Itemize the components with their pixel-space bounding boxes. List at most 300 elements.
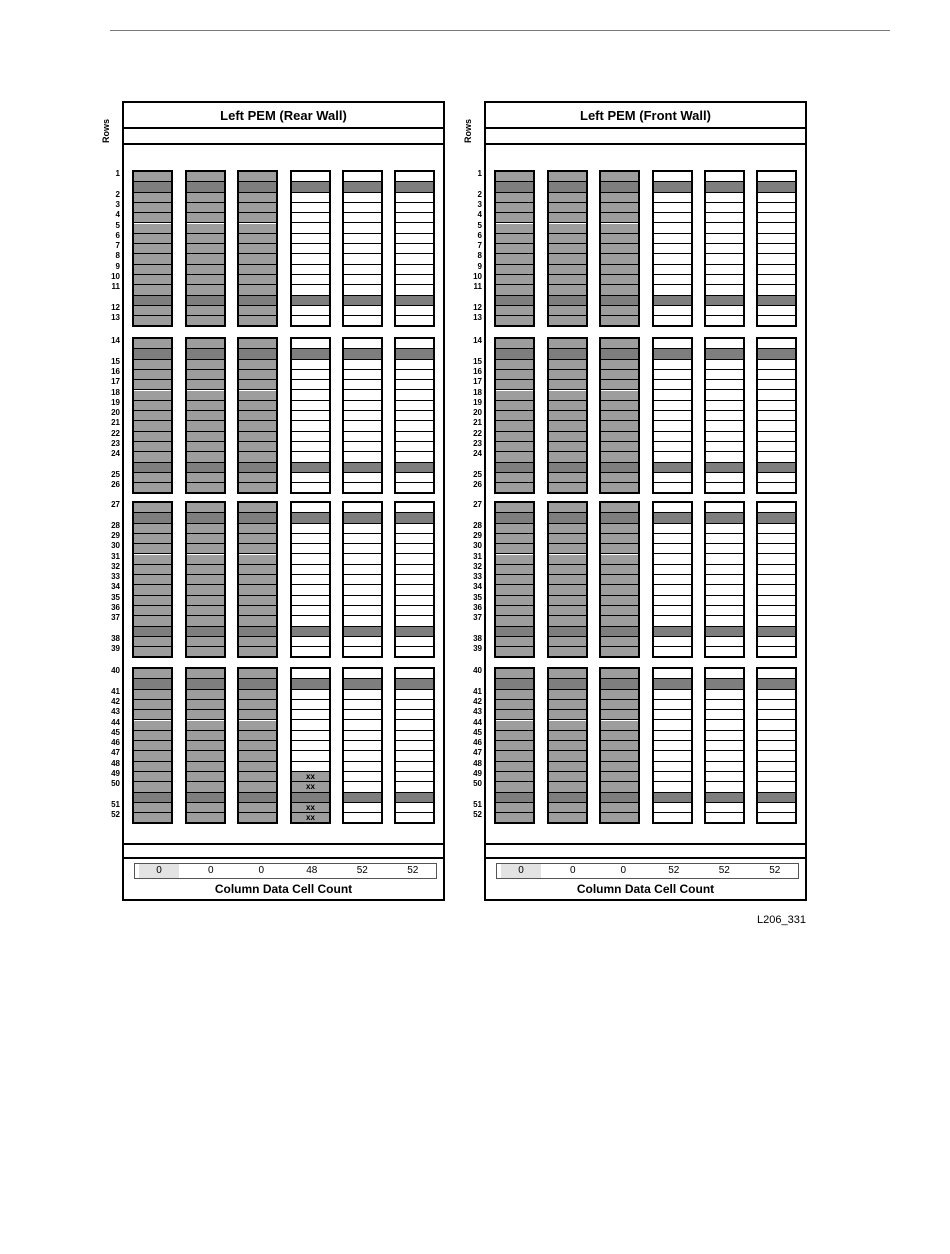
- cell-row-36: [496, 606, 533, 616]
- column-block: [599, 501, 640, 658]
- cell-row-32: [601, 565, 638, 575]
- row-label: 18: [473, 387, 482, 397]
- cell-row-10: [396, 275, 433, 285]
- row-label: 17: [473, 377, 482, 387]
- cell-row-45: [344, 731, 381, 741]
- cell-row-33: [292, 575, 329, 585]
- cell-row-6: [187, 234, 224, 244]
- cell-row-20: [239, 411, 276, 421]
- column-block: [237, 337, 278, 494]
- cell-row-9: [496, 265, 533, 275]
- cell-row-5: [187, 224, 224, 234]
- cell-row-12: [187, 306, 224, 316]
- cell-row-37: [239, 616, 276, 626]
- cell-row-25: [758, 473, 795, 483]
- cell-row-34: [758, 585, 795, 595]
- cell-row-40: [187, 669, 224, 679]
- cell-row-26: [187, 483, 224, 493]
- cell-row-9: [239, 265, 276, 275]
- cell-row-29: [134, 534, 171, 544]
- cell-row-22: [239, 432, 276, 442]
- cell-row-45: [758, 731, 795, 741]
- cell-row-30: [601, 544, 638, 554]
- cell-separator: [134, 296, 171, 306]
- cell-row-31: [187, 555, 224, 565]
- cell-row-16: [344, 370, 381, 380]
- cell-row-14: [758, 339, 795, 349]
- cell-row-11: [496, 285, 533, 295]
- cell-row-12: [239, 306, 276, 316]
- cell-row-22: [601, 432, 638, 442]
- cell-row-35: [134, 596, 171, 606]
- cell-row-8: [292, 254, 329, 264]
- cell-row-12: [496, 306, 533, 316]
- cell-row-21: [396, 421, 433, 431]
- cell-separator: [549, 182, 586, 192]
- cell-row-42: [758, 700, 795, 710]
- cell-row-34: [187, 585, 224, 595]
- cell-row-2: [187, 193, 224, 203]
- cell-row-3: [239, 203, 276, 213]
- cell-row-15: [549, 360, 586, 370]
- cell-row-6: [344, 234, 381, 244]
- cell-marker: xx: [306, 813, 315, 823]
- cell-row-35: [706, 596, 743, 606]
- cell-row-14: [396, 339, 433, 349]
- cell-row-35: [344, 596, 381, 606]
- cell-row-14: [496, 339, 533, 349]
- cell-row-4: [187, 213, 224, 223]
- cell-row-12: [292, 306, 329, 316]
- cell-row-5: [344, 224, 381, 234]
- cell-row-25: [496, 473, 533, 483]
- cell-row-22: [344, 432, 381, 442]
- row-label: 12: [473, 302, 482, 312]
- cell-row-14: [239, 339, 276, 349]
- row-label: 43: [473, 707, 482, 717]
- cell-row-47: [134, 751, 171, 761]
- cell-row-46: [187, 741, 224, 751]
- cell-row-16: [292, 370, 329, 380]
- cell-row-6: [549, 234, 586, 244]
- cell-row-10: [344, 275, 381, 285]
- cell-row-32: [239, 565, 276, 575]
- cell-row-5: [292, 224, 329, 234]
- cell-row-50: [758, 782, 795, 792]
- cell-separator: [496, 627, 533, 637]
- cell-row-51: [496, 803, 533, 813]
- row-label: 46: [473, 738, 482, 748]
- cell-separator: [601, 627, 638, 637]
- cell-row-46: [758, 741, 795, 751]
- cell-row-20: [292, 411, 329, 421]
- cell-row-23: [134, 442, 171, 452]
- cell-row-42: [706, 700, 743, 710]
- column-block: [394, 337, 435, 494]
- row-label: 16: [111, 366, 120, 376]
- cell-row-20: [496, 411, 533, 421]
- row-label: 49: [473, 769, 482, 778]
- cell-row-30: [187, 544, 224, 554]
- cell-row-26: [396, 483, 433, 493]
- cell-row-37: [601, 616, 638, 626]
- cell-row-2: [344, 193, 381, 203]
- cell-row-1: [758, 172, 795, 182]
- cell-row-10: [239, 275, 276, 285]
- cell-row-52: [654, 813, 691, 823]
- cell-row-41: [344, 690, 381, 700]
- row-label: 25: [111, 469, 120, 479]
- row-label: 52: [111, 810, 120, 820]
- row-label: 31: [473, 551, 482, 561]
- cell-row-9: [654, 265, 691, 275]
- cell-row-27: [496, 503, 533, 513]
- cell-row-31: [758, 555, 795, 565]
- column-block: [237, 501, 278, 658]
- cell-row-13: [758, 316, 795, 326]
- row-label: 22: [473, 428, 482, 438]
- cell-row-29: [344, 534, 381, 544]
- cell-separator: [654, 627, 691, 637]
- cell-row-48: [706, 762, 743, 772]
- cell-row-10: [758, 275, 795, 285]
- cell-row-15: [239, 360, 276, 370]
- cell-row-42: [344, 700, 381, 710]
- cell-row-45: [601, 731, 638, 741]
- cell-separator: [344, 679, 381, 689]
- cell-row-42: [496, 700, 533, 710]
- cell-row-35: [654, 596, 691, 606]
- row-label: 21: [111, 418, 120, 428]
- cell-row-8: [187, 254, 224, 264]
- row-label: 42: [473, 696, 482, 706]
- cell-row-4: [706, 213, 743, 223]
- cell-row-3: [654, 203, 691, 213]
- column-block: [132, 667, 173, 824]
- column-block: [494, 170, 535, 327]
- cell-row-8: [654, 254, 691, 264]
- cell-row-25: [654, 473, 691, 483]
- cell-separator: [344, 793, 381, 803]
- cell-row-40: [396, 669, 433, 679]
- cell-row-15: [601, 360, 638, 370]
- cell-row-43: [706, 710, 743, 720]
- cell-row-46: [396, 741, 433, 751]
- cell-row-35: [549, 596, 586, 606]
- cell-row-16: [654, 370, 691, 380]
- row-label: 15: [111, 356, 120, 366]
- cell-row-16: [239, 370, 276, 380]
- cell-separator: [601, 463, 638, 473]
- cell-row-29: [239, 534, 276, 544]
- cell-row-19: [549, 401, 586, 411]
- cell-row-44: [758, 721, 795, 731]
- column-block: [185, 170, 226, 327]
- cell-separator: [549, 513, 586, 523]
- cell-row-17: [549, 380, 586, 390]
- cell-row-51: [706, 803, 743, 813]
- cell-row-10: [187, 275, 224, 285]
- cell-row-31: [496, 555, 533, 565]
- cell-row-6: [239, 234, 276, 244]
- cell-separator: [758, 679, 795, 689]
- cell-separator: [134, 793, 171, 803]
- cell-row-24: [292, 452, 329, 462]
- cell-row-34: [344, 585, 381, 595]
- row-label: 38: [111, 633, 120, 643]
- cell-row-39: [134, 647, 171, 657]
- cell-row-35: [239, 596, 276, 606]
- column-count-value: 0: [207, 865, 214, 876]
- cell-row-51: [549, 803, 586, 813]
- row-label: 4: [115, 210, 120, 220]
- column-count-box: [134, 863, 437, 879]
- cell-row-27: [344, 503, 381, 513]
- row-label: 2: [115, 189, 120, 199]
- cell-row-44: [187, 721, 224, 731]
- row-label: 42: [111, 696, 120, 706]
- cell-row-37: [134, 616, 171, 626]
- cell-row-51: [292, 803, 329, 813]
- cell-row-18: [134, 391, 171, 401]
- cell-row-25: [601, 473, 638, 483]
- cell-row-43: [758, 710, 795, 720]
- cell-row-27: [654, 503, 691, 513]
- cell-row-37: [344, 616, 381, 626]
- cell-row-2: [396, 193, 433, 203]
- cell-row-10: [496, 275, 533, 285]
- cell-row-32: [496, 565, 533, 575]
- cell-row-25: [344, 473, 381, 483]
- cell-separator: [187, 627, 224, 637]
- cell-row-1: [134, 172, 171, 182]
- cell-row-32: [292, 565, 329, 575]
- cell-row-17: [292, 380, 329, 390]
- cell-row-33: [344, 575, 381, 585]
- row-label: 50: [111, 779, 120, 789]
- cell-row-25: [292, 473, 329, 483]
- cell-row-11: [549, 285, 586, 295]
- cell-row-18: [758, 391, 795, 401]
- column-block: [185, 501, 226, 658]
- cell-separator: [758, 182, 795, 192]
- cell-separator: [549, 679, 586, 689]
- cell-row-38: [239, 637, 276, 647]
- cell-row-6: [292, 234, 329, 244]
- cell-row-18: [344, 391, 381, 401]
- cell-row-19: [601, 401, 638, 411]
- row-label: 26: [473, 480, 482, 490]
- cell-row-50: [187, 782, 224, 792]
- column-count-value: 0: [620, 865, 627, 876]
- cell-row-44: [601, 721, 638, 731]
- cell-separator: [292, 679, 329, 689]
- cell-separator: [654, 182, 691, 192]
- cell-row-45: [496, 731, 533, 741]
- cell-row-47: [706, 751, 743, 761]
- row-label: 50: [473, 779, 482, 789]
- cell-row-48: [549, 762, 586, 772]
- cell-row-7: [239, 244, 276, 254]
- cell-row-50: [344, 782, 381, 792]
- cell-row-3: [496, 203, 533, 213]
- cell-separator: [344, 182, 381, 192]
- cell-row-3: [601, 203, 638, 213]
- cell-separator: [344, 627, 381, 637]
- cell-row-36: [187, 606, 224, 616]
- cell-row-41: [706, 690, 743, 700]
- cell-row-11: [654, 285, 691, 295]
- cell-row-23: [344, 442, 381, 452]
- cell-row-13: [396, 316, 433, 326]
- cell-row-52: [396, 813, 433, 823]
- cell-row-47: [396, 751, 433, 761]
- cell-row-38: [396, 637, 433, 647]
- cell-row-51: [601, 803, 638, 813]
- row-label: 41: [473, 686, 482, 696]
- column-block: [652, 667, 693, 824]
- cell-separator: [601, 793, 638, 803]
- cell-separator: [706, 627, 743, 637]
- row-label: 3: [477, 199, 482, 209]
- cell-row-11: [706, 285, 743, 295]
- row-label: 28: [473, 520, 482, 530]
- cell-row-7: [134, 244, 171, 254]
- column-block: [394, 170, 435, 327]
- row-label: 35: [111, 592, 120, 602]
- cell-row-6: [706, 234, 743, 244]
- cell-row-22: [654, 432, 691, 442]
- cell-row-18: [549, 391, 586, 401]
- cell-row-1: [396, 172, 433, 182]
- cell-row-47: [239, 751, 276, 761]
- cell-row-21: [292, 421, 329, 431]
- cell-row-49: [396, 772, 433, 782]
- cell-separator: [396, 463, 433, 473]
- cell-separator: [134, 349, 171, 359]
- cell-row-5: [758, 224, 795, 234]
- panel-title: Left PEM (Rear Wall): [124, 103, 443, 129]
- cell-row-24: [654, 452, 691, 462]
- cell-row-17: [396, 380, 433, 390]
- cell-marker: xx: [306, 782, 315, 792]
- cell-row-24: [134, 452, 171, 462]
- column-block: [494, 501, 535, 658]
- row-label: 37: [111, 613, 120, 623]
- row-label: 15: [473, 356, 482, 366]
- cell-separator: [187, 349, 224, 359]
- column-count-value: 0: [569, 865, 576, 876]
- cell-row-31: [134, 555, 171, 565]
- cell-row-26: [292, 483, 329, 493]
- cell-row-37: [706, 616, 743, 626]
- header-bar: [124, 129, 443, 145]
- cell-row-21: [758, 421, 795, 431]
- cell-row-30: [396, 544, 433, 554]
- cell-separator: [654, 513, 691, 523]
- cell-row-4: [601, 213, 638, 223]
- cell-row-32: [549, 565, 586, 575]
- cell-row-41: [134, 690, 171, 700]
- cell-row-34: [134, 585, 171, 595]
- cell-row-1: [496, 172, 533, 182]
- count-caption: Column Data Cell Count: [576, 882, 715, 896]
- cell-row-39: [292, 647, 329, 657]
- column-block: [290, 667, 331, 824]
- cell-row-22: [396, 432, 433, 442]
- row-label: 35: [473, 592, 482, 602]
- cell-row-37: [292, 616, 329, 626]
- row-label: 7: [477, 241, 482, 251]
- footer-bar: [124, 843, 443, 859]
- row-label: 33: [473, 572, 482, 582]
- cell-row-9: [549, 265, 586, 275]
- cell-row-51: [187, 803, 224, 813]
- cell-row-17: [239, 380, 276, 390]
- row-label: 52: [473, 810, 482, 820]
- cell-separator: [187, 463, 224, 473]
- row-label: 20: [111, 408, 120, 418]
- row-label: 1: [115, 169, 120, 178]
- cell-row-26: [706, 483, 743, 493]
- cell-row-52: [134, 813, 171, 823]
- cell-separator: [344, 463, 381, 473]
- cell-row-20: [654, 411, 691, 421]
- cell-row-27: [549, 503, 586, 513]
- cell-row-13: [706, 316, 743, 326]
- cell-separator: [549, 296, 586, 306]
- cell-row-50: [549, 782, 586, 792]
- row-label: 14: [111, 336, 120, 345]
- cell-row-11: [239, 285, 276, 295]
- cell-separator: [134, 627, 171, 637]
- column-block: [132, 337, 173, 494]
- row-label: 25: [473, 469, 482, 479]
- cell-row-50: [292, 782, 329, 792]
- cell-row-10: [601, 275, 638, 285]
- cell-row-18: [496, 391, 533, 401]
- cell-row-33: [134, 575, 171, 585]
- row-label: 30: [473, 541, 482, 551]
- cell-row-26: [496, 483, 533, 493]
- cell-row-6: [601, 234, 638, 244]
- cell-row-46: [549, 741, 586, 751]
- cell-row-2: [239, 193, 276, 203]
- cell-row-12: [134, 306, 171, 316]
- cell-row-7: [549, 244, 586, 254]
- cell-row-31: [344, 555, 381, 565]
- cell-row-41: [654, 690, 691, 700]
- cell-row-28: [496, 524, 533, 534]
- cell-separator: [134, 182, 171, 192]
- cell-row-7: [758, 244, 795, 254]
- cell-separator: [496, 463, 533, 473]
- cell-row-14: [601, 339, 638, 349]
- row-label: 48: [473, 758, 482, 768]
- cell-row-34: [601, 585, 638, 595]
- cell-row-52: [549, 813, 586, 823]
- cell-row-30: [344, 544, 381, 554]
- cell-separator: [239, 463, 276, 473]
- cell-row-52: [706, 813, 743, 823]
- cell-separator: [187, 182, 224, 192]
- cell-row-21: [239, 421, 276, 431]
- cell-row-14: [292, 339, 329, 349]
- cell-row-25: [187, 473, 224, 483]
- cell-row-38: [134, 637, 171, 647]
- cell-separator: [758, 627, 795, 637]
- row-label: 34: [473, 582, 482, 592]
